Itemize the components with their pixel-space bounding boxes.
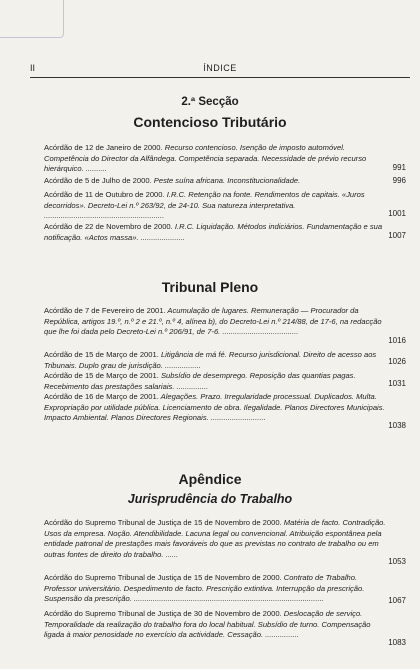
- section-title: Contencioso Tributário: [133, 114, 287, 130]
- index-entry: Acórdão de 11 de Outubro de 2000. I.R.C. Retenção na fonte. Rendimentos de capitais. «Juros decorridos». Decreto-Lei n.º 263/92, de 24-10. Sua natureza interpretativa. .........................................................: [44, 190, 365, 220]
- index-entry: Acórdão de 15 de Março de 2001. Litigância de má fé. Recurso jurisdicional. Direito de acesso aos Tribunais. Duplo grau de jurisdição. .................: [44, 350, 377, 370]
- running-header: [30, 63, 410, 77]
- entry-page-number: 1038: [388, 421, 406, 430]
- entry-page-number: 996: [392, 176, 406, 185]
- index-entry: Acórdão de 12 de Janeiro de 2000. Recurso contencioso. Isenção de imposto automóvel. Competência do Director da Alfândega. Competência separada. Necessidade de prévio recurso hierárquico. ..........: [44, 143, 367, 173]
- entry-page-number: 1026: [388, 357, 406, 366]
- section-title: Apêndice: [178, 471, 242, 487]
- page-number: II: [30, 63, 36, 73]
- index-entry: Acórdão de 7 de Fevereiro de 2001. Acumulação de lugares. Remuneração — Procurador da República, artigos 19.º, n.º 2 e 21.º, n.º 4, alínea b), do Decreto-Lei n.º 214/88, de 17-6, na redacção que lhe foi dada pelo Decreto-Lei n.º 206/91, de 7-6. ....................................: [44, 306, 382, 336]
- section-title: Tribunal Pleno: [161, 279, 259, 295]
- section-subtitle: Jurisprudência do Trabalho: [127, 492, 293, 506]
- entry-page-number: 1031: [388, 379, 406, 388]
- entry-page-number: 1053: [388, 557, 406, 566]
- index-entry: Acórdão de 5 de Julho de 2000. Peste suína africana. Inconstitucionalidade.: [44, 176, 301, 185]
- library-stamp: [0, 0, 64, 38]
- entry-page-number: 1083: [388, 638, 406, 647]
- running-title: ÍNDICE: [203, 63, 237, 73]
- entry-page-number: 1007: [388, 231, 406, 240]
- index-entry: Acórdão do Supremo Tribunal de Justiça de 15 de Novembro de 2000. Contrato de Trabalho. Professor universitário. Despedimento de facto. Prescrição extintiva. Interrupção da prescrição. Suspensão da prescrição. ..........................................................................................: [44, 573, 365, 603]
- section-subtitle: 2.ª Secção: [181, 96, 239, 108]
- entry-page-number: 991: [392, 163, 406, 172]
- index-entry: Acórdão do Supremo Tribunal de Justiça de 15 de Novembro de 2000. Matéria de facto. Contradição. Usos da empresa. Noção. Atendibilidade. Lacuna legal ou convencional. Atribuição espontânea pela entidade patronal de prestações mais favoráveis do que as previstas no contrato de trabalho ou em outras fontes de direito do trabalho. ......: [44, 518, 386, 559]
- entry-page-number: 1001: [388, 209, 406, 218]
- index-entry: Acórdão do Supremo Tribunal de Justiça de 30 de Novembro de 2000. Deslocação de serviço. Temporalidade da realização do trabalho fora do local habitual. Subsídio de turno. Compensação ligada à maior penosidade no exercício da actividade. Cessação. ................: [44, 609, 371, 639]
- index-entry: Acórdão de 15 de Março de 2001. Subsídio de desemprego. Reposição das quantias pagas. Recebimento das prestações salariais. ...............: [44, 371, 356, 391]
- entry-page-number: 1016: [388, 336, 406, 345]
- header-rule: [30, 77, 410, 78]
- index-entry: Acórdão de 16 de Março de 2001. Alegações. Prazo. Irregularidade processual. Duplicados. Multa. Expropriação por utilidade pública. Licenciamento de obra. Ilegalidade. Planos Directores Municipais. Impacto Ambiental. Planos Directores Regionais. ..........................: [44, 392, 385, 422]
- entry-page-number: 1067: [388, 596, 406, 605]
- index-entry: Acórdão de 22 de Novembro de 2000. I.R.C. Liquidação. Métodos indiciários. Fundamentação e sua notificação. «Actos massa». .....................: [44, 222, 383, 242]
